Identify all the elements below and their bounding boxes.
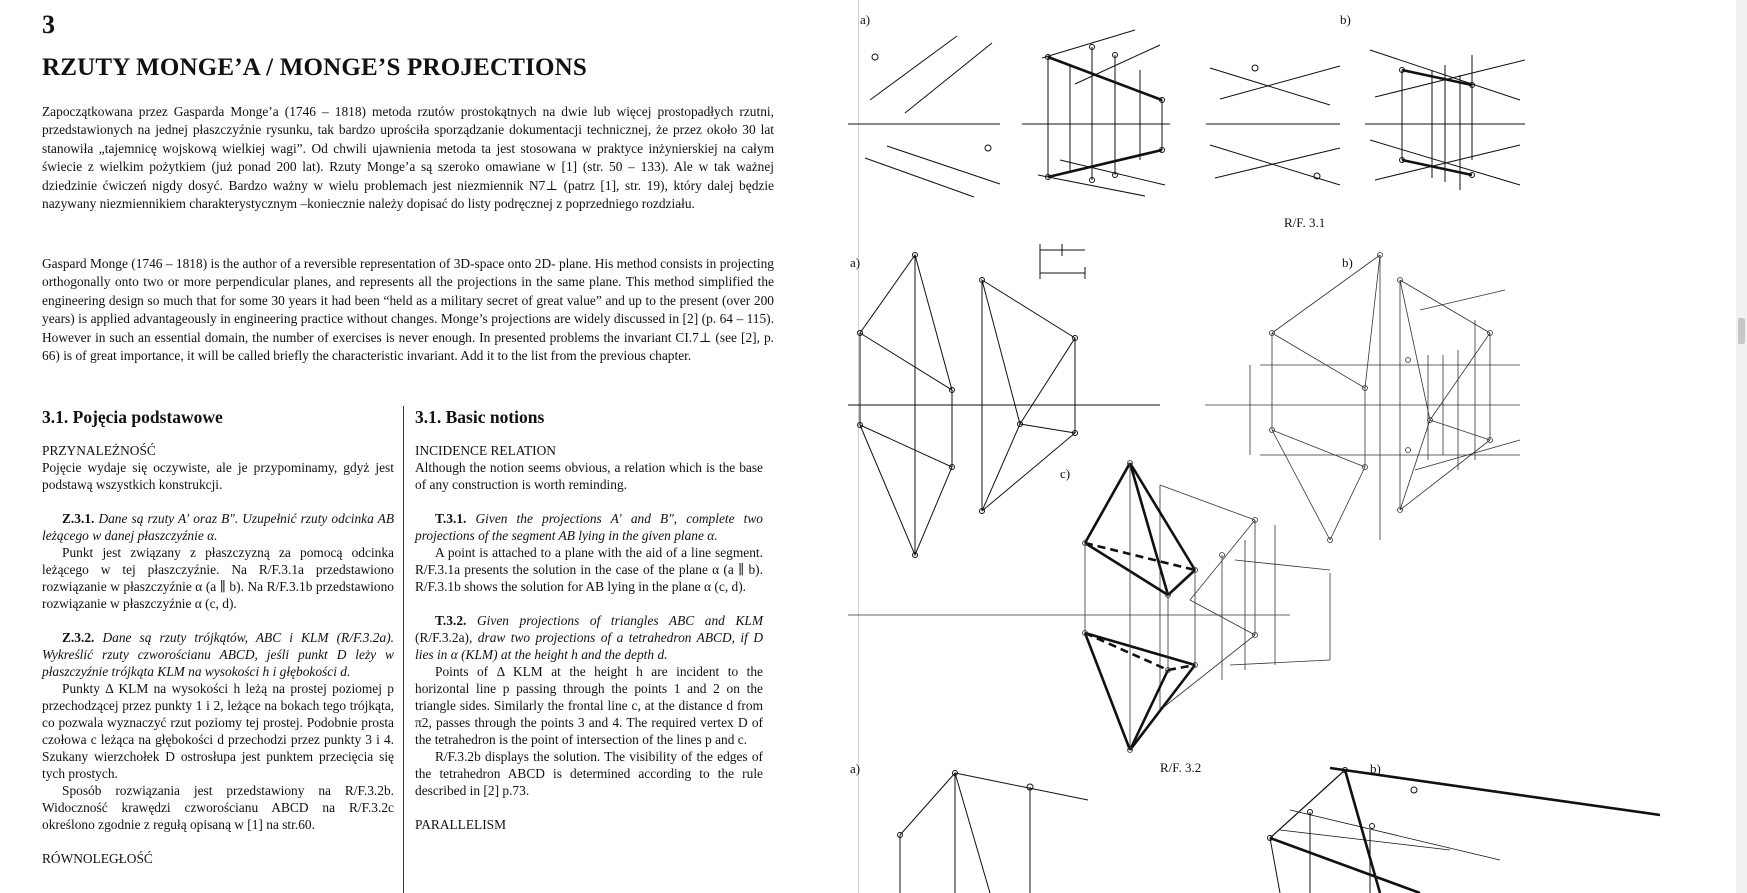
- exercise-text: Dane są rzuty A′ oraz B″. Uzupełnić rzuty odcinka AB leżącego w danej płaszczyźnie α.: [42, 511, 394, 543]
- subheading-parallelism-pl: RÓWNOLEGŁOŚĆ: [42, 851, 153, 866]
- vertical-scrollbar[interactable]: [1736, 0, 1747, 893]
- intro-english: Gaspard Monge (1746 – 1818) is the author of a reversible representation of 3D-space onto 2D- plane. His method consists in projecting orthogonally onto two or more perpendicular planes, and represents all the projections in the same plane. This method simplified the engineering design so much that for some 30 years it had been “held as a military secret of great value” and up to the present (over 200 years) is applied advantageously in engineering practice without changes. Monge’s projections are widely discussed in [2] (p. 64 – 115). However in such an essential domain, the number of exercises is never enough. In presented problems the invariant CI.7⊥ (see [2], p. 66) is of great importance, it will be called briefly the characteristic invariant. Add it to the list from the previous chapter.: [42, 256, 774, 364]
- paragraph: Punkt jest związany z płaszczyzną za pomocą odcinka leżącego w tej płaszczyźnie. Na R/F.3.1a przedstawiono rozwiązanie w płaszczyźnie α (a ∥ b). Na R/F.3.1b przedstawiono rozwiązanie w płaszczyźnie α (c, d).: [42, 545, 394, 611]
- left-page: [0, 0, 861, 893]
- figure-label: a): [850, 255, 861, 270]
- figure-3-1b-solution: [1365, 50, 1525, 190]
- page-divider: [858, 0, 859, 893]
- exercise-text: Dane są rzuty trójkątów, ABC i KLM (R/F.3.2a). Wykreślić rzuty czworościanu ABCD, jeśli punkt D leży w płaszczyźnie trójkąta KLM na wysokości h i głębokości d.: [42, 630, 394, 679]
- figure-caption: R/F. 3.2: [1160, 760, 1202, 775]
- left-column: [42, 406, 394, 867]
- exercise-text: Given projections of triangles ABC and KLM: [476, 613, 763, 628]
- figure-3-1a-solution: [1022, 30, 1170, 196]
- exercise-text: draw two projections of a tetrahedron ABCD, if D lies in α (KLM) at the height h and the depth d.: [415, 630, 763, 662]
- figure-label: a): [860, 12, 871, 27]
- exercise-label: Z.3.1.: [62, 511, 95, 526]
- figure-3-2b: [1205, 253, 1520, 543]
- paragraph: Points of Δ KLM at the height h are incident to the horizontal line p passing through the points 1 and 2 on the triangle sides. Similarly the frontal line c, at the distance d from π2, passes through the points 3 and 4. The required vertex D of the tetrahedron is the point of intersection of the lines p and c.: [415, 664, 763, 747]
- paragraph: Punkty Δ KLM na wysokości h leżą na prostej poziomej p przechodzącej przez punkty 1 i 2, leżące na bokach tego trójkąta, co pozwala wyznaczyć rzut poziomy tej prostej. Podobnie prosta czołowa c leżąca na głębokości d przechodzi przez punkty 3 i 4. Szukany wierzchołek D ostrosłupa jest punktem przecięcia się tych prostych.: [42, 681, 394, 781]
- right-column: [415, 406, 763, 833]
- subheading-incidence-en: INCIDENCE RELATION: [415, 443, 556, 458]
- figure-3-2a: [848, 244, 1160, 558]
- chapter-title: RZUTY MONGE’A / MONGE’S PROJECTIONS: [42, 54, 588, 81]
- figure-3-3-partial: [898, 768, 1661, 893]
- figure-3-2c: [848, 485, 1330, 710]
- chapter-number: 3: [42, 10, 55, 39]
- paragraph: R/F.3.2b displays the solution. The visibility of the edges of the tetrahedron ABCD is determined according to the rule described in [2] p.73.: [415, 749, 763, 798]
- exercise-t31: [415, 510, 763, 544]
- monge-projection-figures: [850, 0, 1736, 893]
- subheading-incidence-pl: PRZYNALEŻNOŚĆ: [42, 443, 156, 458]
- paragraph: Pojęcie wydaje się oczywiste, ale je przypominamy, gdyż jest podstawą wszystkich konstrukcji.: [42, 460, 394, 492]
- figure-label: b): [1340, 12, 1351, 27]
- paragraph: Although the notion seems obvious, a relation which is the base of any construction is worth reminding.: [415, 460, 763, 492]
- exercise-label: T.3.2.: [435, 613, 467, 628]
- section-heading-pl: 3.1. Pojęcia podstawowe: [42, 407, 223, 427]
- intro-polish: Zapoczątkowana przez Gasparda Monge’a (1746 – 1818) metoda rzutów prostokątnych na dwie lub więcej prostopadłych rzutni, przedstawionych na jednej płaszczyźnie rysunku, tak bardzo uprościła sporządzanie dokumentacji technicznej, że przez około 30 lat stanowiła „tajemnicę wojskową wielkiej wagi”. Od chwili ujawnienia metoda ta jest stosowana w praktyce inżynierskiej na całym świecie z wielkim pożytkiem (już ponad 200 lat). Rzuty Monge’a są szeroko omawiane w [1] (str. 50 – 133). Ale w tak ważnej dziedzinie ćwiczeń nigdy dosyć. Bardzo ważny w wielu problemach jest niezmiennik N7⊥ (patrz [1], str. 19), który dalej będzie nazywany niezmiennikiem charakterystycznym –koniecznie należy dopisać do listy podręcznej z poprzedniego rozdziału.: [42, 104, 774, 212]
- scrollbar-thumb[interactable]: [1738, 318, 1745, 344]
- right-page: [850, 0, 1736, 893]
- column-divider: [403, 406, 404, 893]
- section-heading-en: 3.1. Basic notions: [415, 407, 545, 427]
- figure-3-1b-given: [1206, 65, 1340, 185]
- exercise-label: T.3.1.: [435, 511, 467, 526]
- figure-caption: R/F. 3.1: [1284, 215, 1326, 230]
- paragraph: Sposób rozwiązania jest przedstawiony na R/F.3.2b. Widoczność krawędzi czworościanu ABCD na R/F.3.2c określono zgodnie z regułą opisaną w [1] na str.60.: [42, 783, 394, 832]
- subheading-parallelism-en: PARALLELISM: [415, 817, 507, 832]
- exercise-label: Z.3.2.: [62, 630, 95, 645]
- figure-label: b): [1370, 761, 1381, 776]
- figure-label: c): [1060, 466, 1071, 481]
- figure-3-1a-given: [848, 36, 1000, 197]
- figure-label: a): [850, 761, 861, 776]
- exercise-z32: [42, 629, 394, 680]
- figure-label: b): [1342, 255, 1353, 270]
- figure-3-2c-links: [1083, 461, 1258, 753]
- figure-reference: (R/F.3.2a),: [415, 630, 473, 645]
- exercise-z31: [42, 510, 394, 544]
- figure-3-2c-tetrahedron: [1085, 463, 1195, 750]
- exercise-t32: [415, 612, 763, 663]
- exercise-text: Given the projections A′ and B″, complete two projections of the segment AB lying in the given plane α.: [415, 511, 763, 543]
- paragraph: A point is attached to a plane with the aid of a line segment. R/F.3.1a presents the solution in the case of the plane α (a ∥ b). R/F.3.1b shows the solution for AB lying in the plane α (c, d).: [415, 545, 763, 594]
